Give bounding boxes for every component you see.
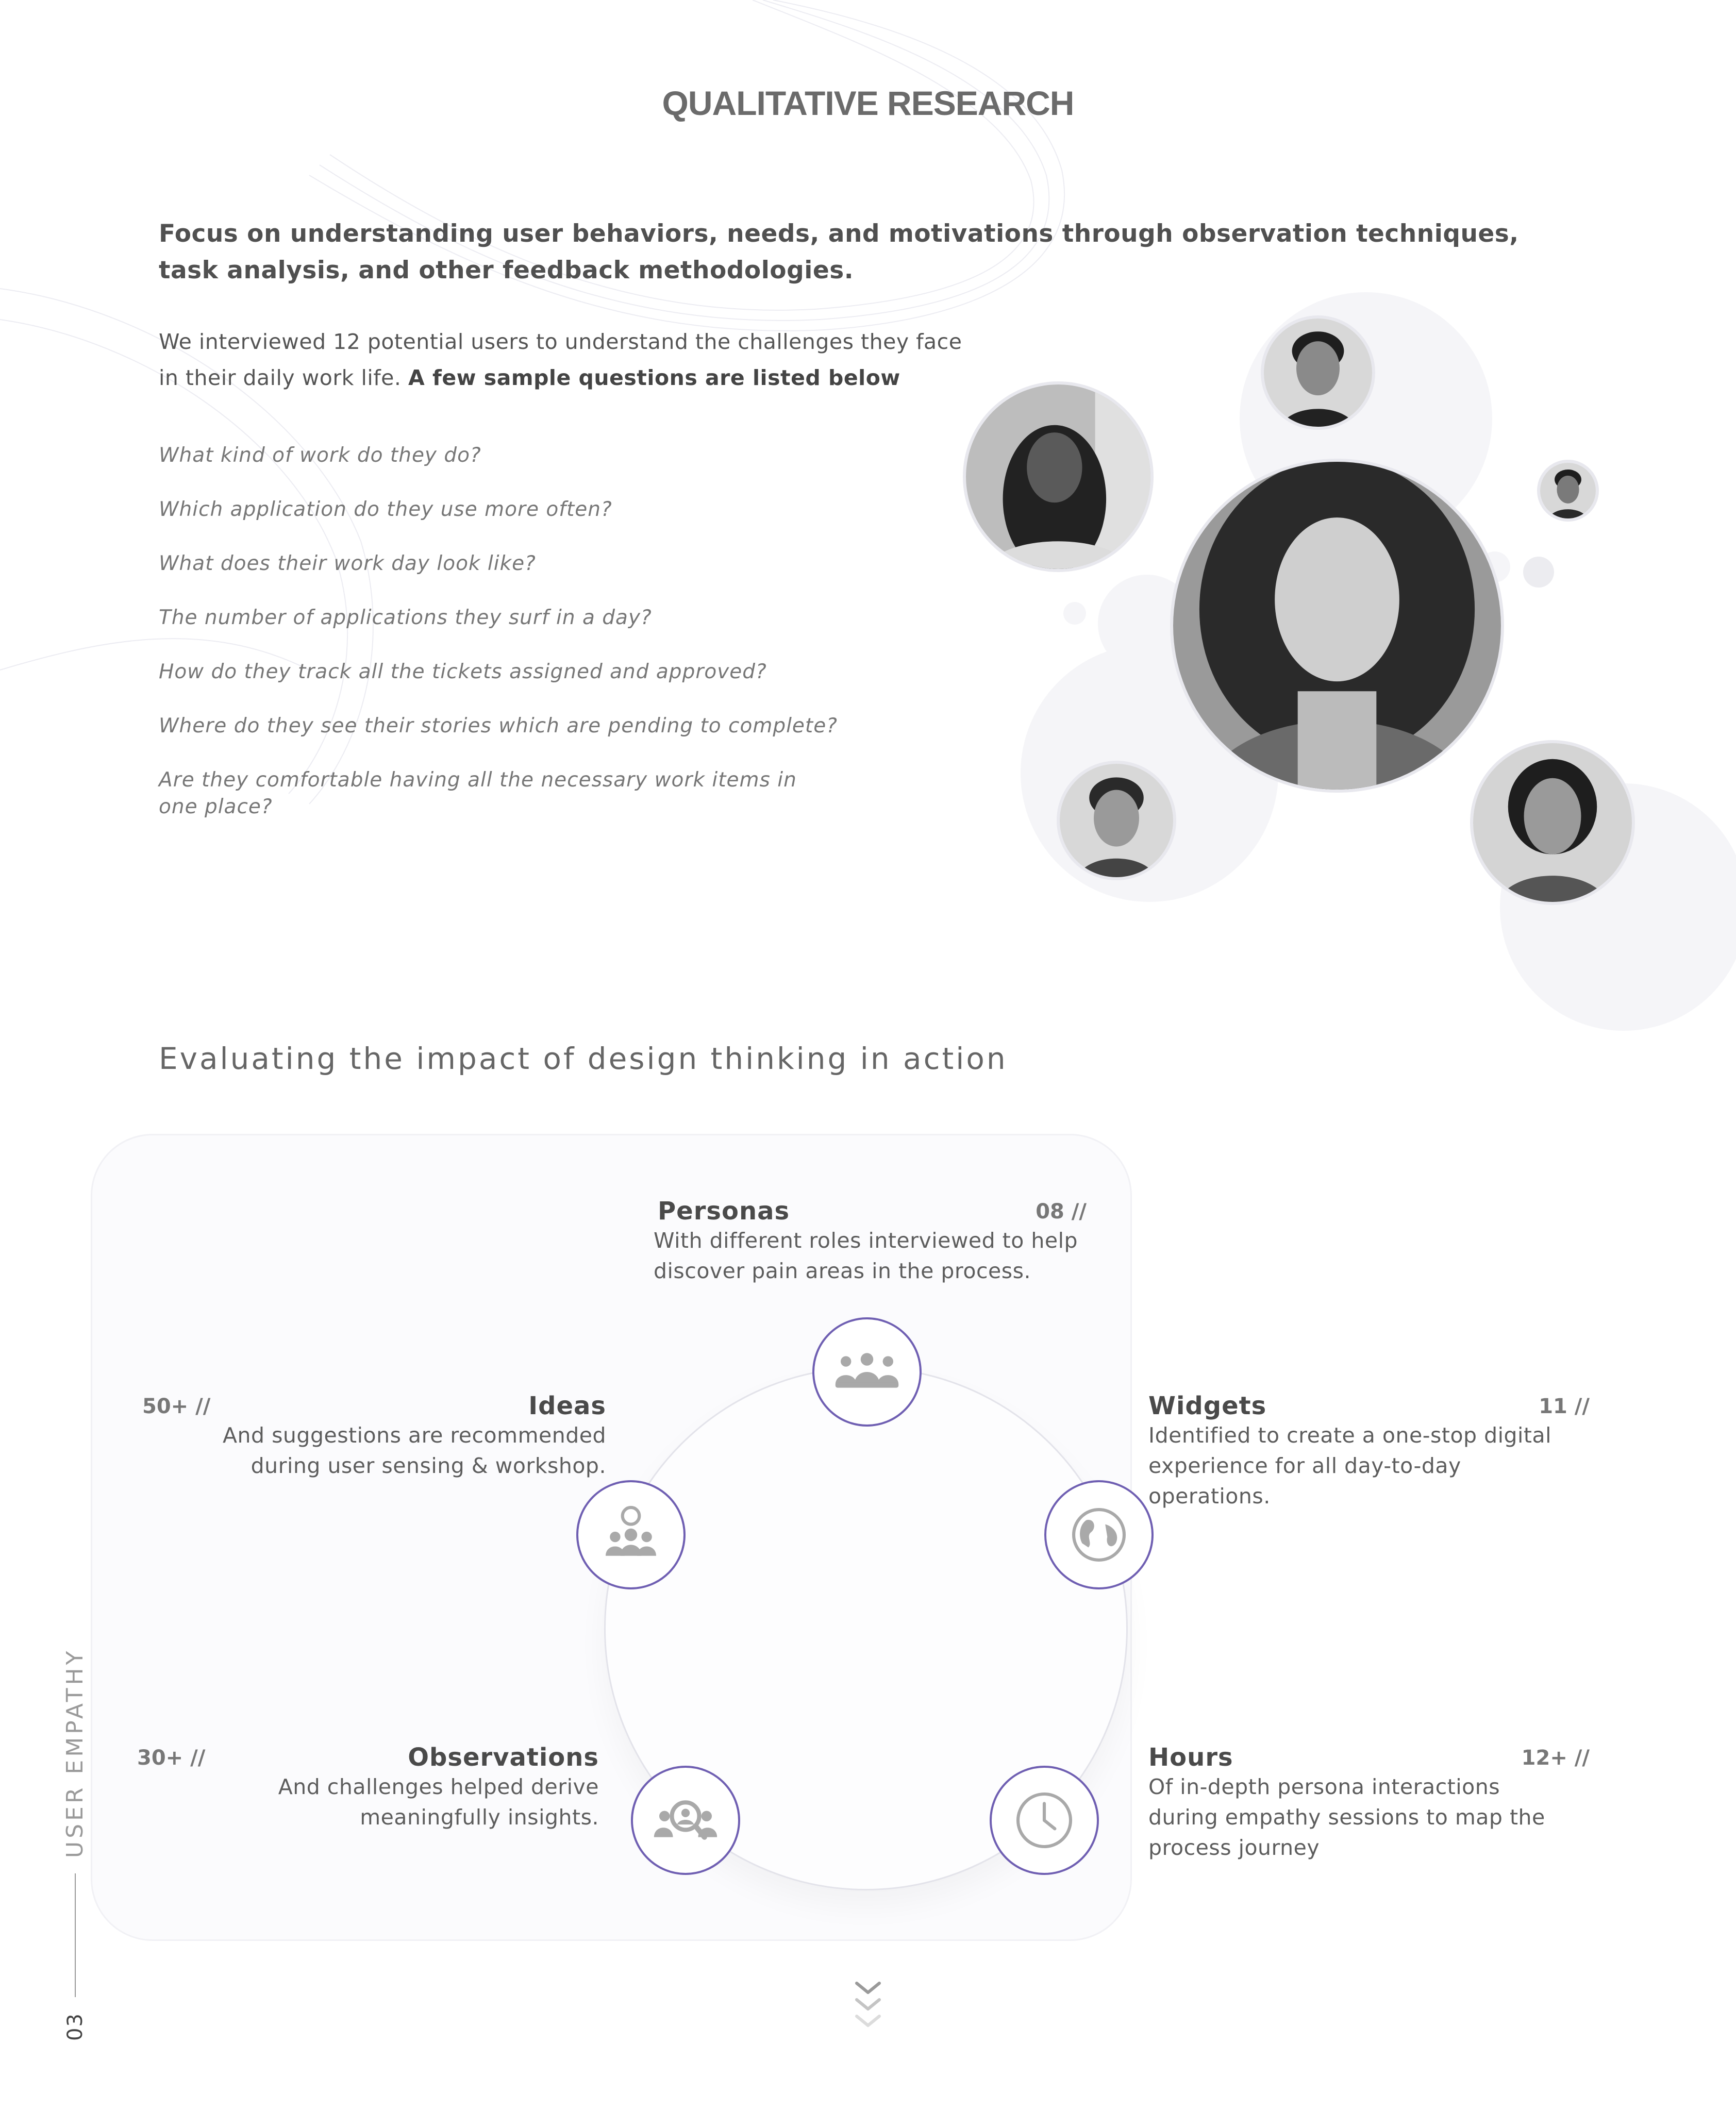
observations-node xyxy=(631,1766,740,1875)
idea-group-icon xyxy=(578,1482,683,1587)
persona-photo-woman-2 xyxy=(1470,740,1635,905)
hours-node xyxy=(990,1766,1099,1875)
persona-photo-man-1 xyxy=(1261,315,1375,430)
clock-icon xyxy=(992,1768,1097,1873)
people-group-icon xyxy=(814,1319,920,1425)
side-divider xyxy=(75,1873,76,1997)
stat-widgets xyxy=(1148,1392,1590,1512)
globe-icon xyxy=(1046,1482,1151,1587)
question-item: The number of applications they surf in a day? xyxy=(159,606,652,629)
stat-ideas xyxy=(139,1392,606,1481)
stat-number: 50+ // xyxy=(142,1395,211,1418)
stat-number: 30+ // xyxy=(137,1746,206,1770)
stat-title: Widgets xyxy=(1148,1392,1267,1420)
stat-desc: Of in-depth persona interactions during empathy sessions to map the process journey xyxy=(1148,1774,1545,1860)
stat-desc: With different roles interviewed to help discover pain areas in the process. xyxy=(654,1228,1078,1283)
question-list xyxy=(159,442,891,848)
stat-desc: And challenges helped derive meaningfully insights. xyxy=(278,1774,599,1830)
intro-paragraph xyxy=(159,324,963,396)
stat-title: Hours xyxy=(1148,1743,1233,1772)
persona-photo-man-small xyxy=(1537,460,1599,522)
stat-desc: Identified to create a one-stop digital experience for all day-to-day operations. xyxy=(1148,1423,1552,1509)
stat-observations xyxy=(135,1743,599,1833)
question-item: How do they track all the tickets assigned and approved? xyxy=(159,660,767,683)
stat-title: Ideas xyxy=(528,1392,606,1420)
question-item: Are they comfortable having all the necessary work items in one place? xyxy=(159,768,797,818)
intro-paragraph-text: We interviewed 12 potential users to understand the challenges they face in their daily work life. xyxy=(159,329,962,390)
question-item: What kind of work do they do? xyxy=(159,444,481,467)
widgets-node xyxy=(1044,1480,1154,1589)
persona-photo-man-2 xyxy=(1057,761,1176,880)
stat-hours xyxy=(1148,1743,1590,1863)
search-people-icon xyxy=(633,1768,738,1873)
personas-node xyxy=(812,1317,922,1427)
stat-personas xyxy=(654,1197,1087,1286)
intro-paragraph-bold: A few sample questions are listed below xyxy=(408,365,900,390)
stat-title: Personas xyxy=(658,1197,790,1226)
persona-photo-woman-curly xyxy=(1170,459,1504,793)
stat-number: 08 // xyxy=(1036,1200,1087,1224)
section-title: Evaluating the impact of design thinking in action xyxy=(159,1041,1008,1076)
stat-number: 11 // xyxy=(1539,1395,1590,1418)
question-item: Which application do they use more often? xyxy=(159,498,612,521)
page-title: QUALITATIVE RESEARCH xyxy=(662,84,1074,122)
question-item: Where do they see their stories which are pending to complete? xyxy=(159,714,838,738)
stat-title: Observations xyxy=(408,1743,599,1772)
stat-desc: And suggestions are recommended during user sensing & workshop. xyxy=(222,1423,606,1478)
persona-photo-woman-smiling xyxy=(963,381,1154,572)
question-item: What does their work day look like? xyxy=(159,552,536,575)
ideas-node xyxy=(576,1480,686,1589)
scroll-down-icon[interactable] xyxy=(853,1979,883,2036)
section-label: USER EMPATHY xyxy=(62,1648,88,1858)
intro-lead: Focus on understanding user behaviors, needs, and motivations through observation techniques, task analysis, and other feedback methodologies. xyxy=(159,220,1519,284)
stat-number: 12+ // xyxy=(1521,1746,1590,1770)
page-number: 03 xyxy=(63,2013,87,2041)
